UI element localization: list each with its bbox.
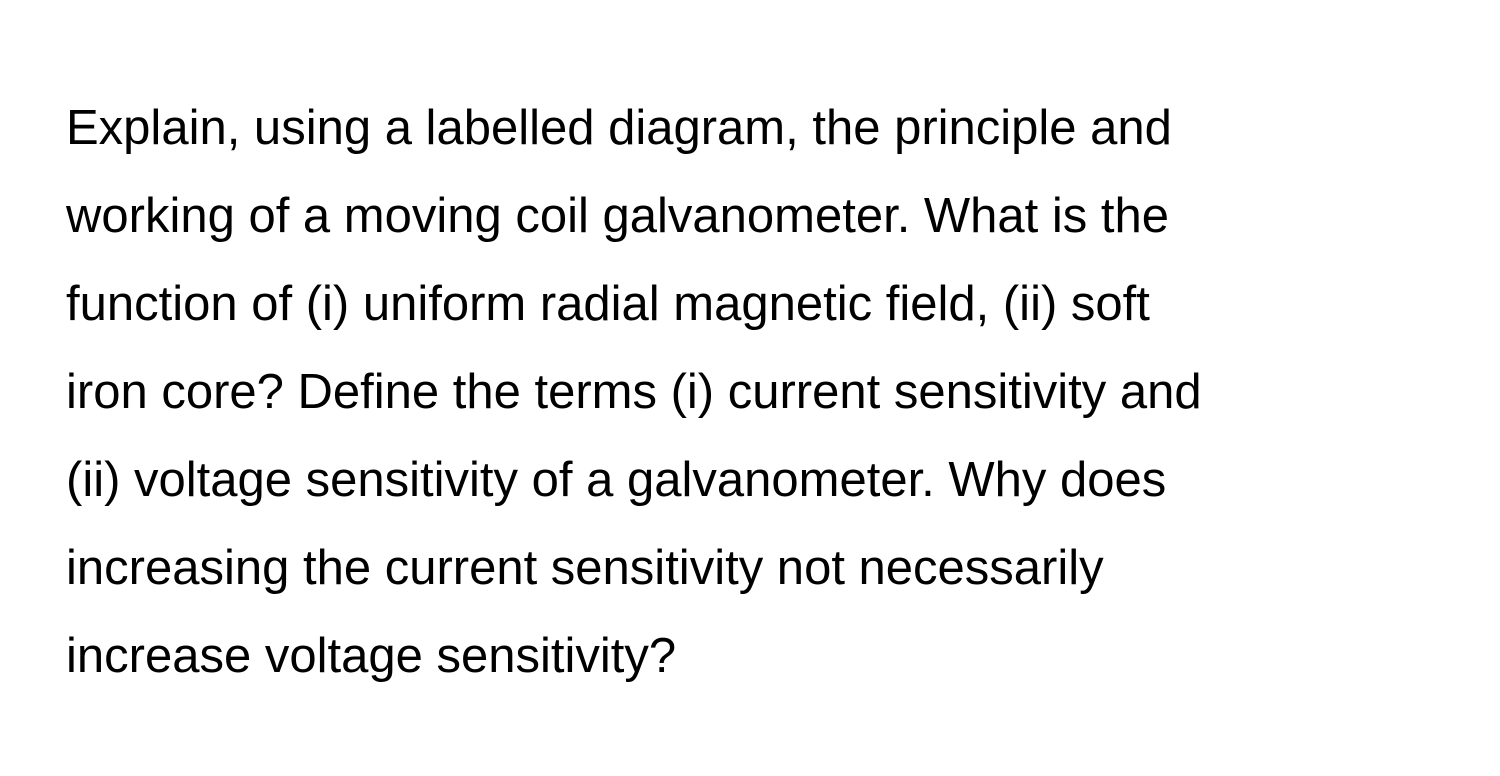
question-line: increasing the current sensitivity not necessarily [66, 541, 1104, 595]
question-text [66, 84, 1466, 700]
question-line: increase voltage sensitivity? [66, 629, 677, 683]
question-line: iron core? Define the terms (i) current sensitivity and [66, 365, 1202, 419]
question-line: working of a moving coil galvanometer. What is the [66, 189, 1170, 243]
question-line: (ii) voltage sensitivity of a galvanometer. Why does [66, 453, 1167, 507]
question-line: function of (i) uniform radial magnetic field, (ii) soft [66, 277, 1150, 331]
question-line: Explain, using a labelled diagram, the principle and [66, 101, 1172, 155]
